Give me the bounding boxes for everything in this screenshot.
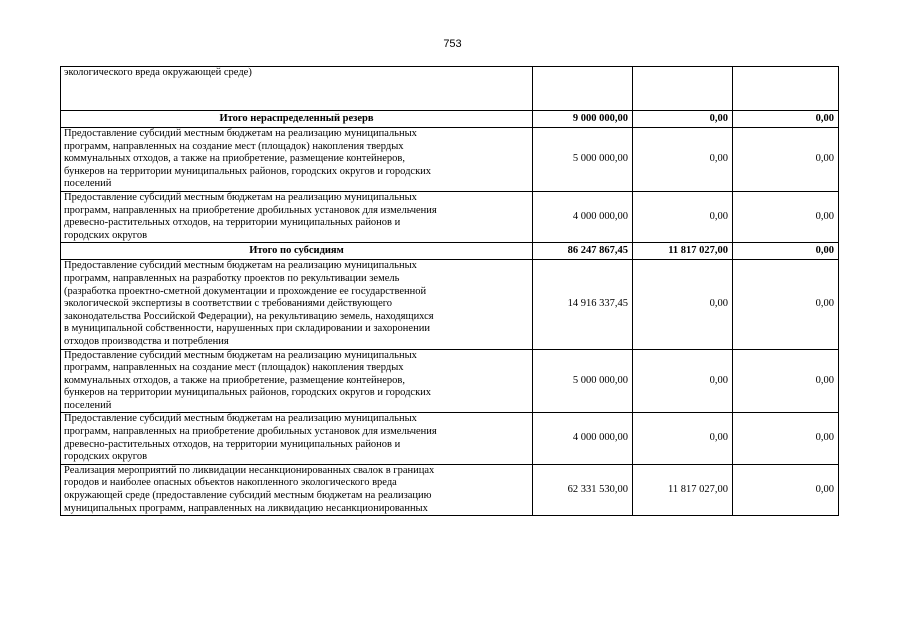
row-value-2 bbox=[633, 67, 733, 111]
row-value-1: 62 331 530,00 bbox=[533, 464, 633, 515]
row-description: Предоставление субсидий местным бюджетам на реализацию муниципальных программ, направленных на создание мест (площадок) накопления твердых коммунальных отходов, а также на приобретение, размещение контейнеров, бункеров на территории муниципальных районов, городских округов и городских поселений bbox=[61, 349, 533, 413]
table-row bbox=[61, 464, 839, 515]
row-value-1: 4 000 000,00 bbox=[533, 413, 633, 464]
table-row bbox=[61, 191, 839, 242]
row-value-2: 0,00 bbox=[633, 349, 733, 413]
total-label: Итого нераспределенный резерв bbox=[61, 111, 533, 128]
row-value-3: 0,00 bbox=[733, 128, 839, 192]
row-value-3: 0,00 bbox=[733, 413, 839, 464]
table-row bbox=[61, 413, 839, 464]
row-value-2: 0,00 bbox=[633, 128, 733, 192]
row-description: Предоставление субсидий местным бюджетам на реализацию муниципальных программ, направленных на приобретение дробильных установок для измельчения древесно-растительных отходов, на территории муниципальных районов и городских округов bbox=[61, 413, 533, 464]
row-description: экологического вреда окружающей среде) bbox=[61, 67, 533, 111]
row-description: Реализация мероприятий по ликвидации несанкционированных свалок в границах городов и наиболее опасных объектов накопленного экологического вреда окружающей среде (предоставление субсидий местным бюджетам на реализацию муниципальных программ, направленных на ликвидацию несанкционированных bbox=[61, 464, 533, 515]
row-value-3: 0,00 bbox=[733, 260, 839, 349]
row-value-1: 4 000 000,00 bbox=[533, 191, 633, 242]
table-row bbox=[61, 128, 839, 192]
total-row bbox=[61, 243, 839, 260]
row-value-3 bbox=[733, 67, 839, 111]
row-description: Предоставление субсидий местным бюджетам на реализацию муниципальных программ, направленных на создание мест (площадок) накопления твердых коммунальных отходов, а также на приобретение, размещение контейнеров, бункеров на территории муниципальных районов, городских округов и городских поселений bbox=[61, 128, 533, 192]
total-row bbox=[61, 111, 839, 128]
table-row bbox=[61, 67, 839, 111]
row-value-2: 0,00 bbox=[633, 413, 733, 464]
row-value-1: 5 000 000,00 bbox=[533, 128, 633, 192]
total-value-2: 11 817 027,00 bbox=[633, 243, 733, 260]
budget-table bbox=[60, 66, 839, 516]
row-value-3: 0,00 bbox=[733, 464, 839, 515]
row-value-1: 14 916 337,45 bbox=[533, 260, 633, 349]
table-row bbox=[61, 260, 839, 349]
total-value-2: 0,00 bbox=[633, 111, 733, 128]
row-value-2: 0,00 bbox=[633, 191, 733, 242]
row-description: Предоставление субсидий местным бюджетам на реализацию муниципальных программ, направленных на приобретение дробильных установок для измельчения древесно-растительных отходов, на территории муниципальных районов и городских округов bbox=[61, 191, 533, 242]
row-value-3: 0,00 bbox=[733, 349, 839, 413]
row-value-1 bbox=[533, 67, 633, 111]
total-label: Итого по субсидиям bbox=[61, 243, 533, 260]
row-description: Предоставление субсидий местным бюджетам на реализацию муниципальных программ, направленных на разработку проектов по рекультивации земель (разработка проектно-сметной документации и прохождение ее государственной экологической экспертизы в соответствии с требованиями действующего законодательства Российской Федерации), на рекультивацию земель, находящихся в муниципальной собственности, нарушенных при складировании и захоронении отходов производства и потребления bbox=[61, 260, 533, 349]
page-number: 753 bbox=[443, 38, 462, 50]
total-value-1: 9 000 000,00 bbox=[533, 111, 633, 128]
total-value-3: 0,00 bbox=[733, 111, 839, 128]
row-value-3: 0,00 bbox=[733, 191, 839, 242]
total-value-3: 0,00 bbox=[733, 243, 839, 260]
row-value-1: 5 000 000,00 bbox=[533, 349, 633, 413]
table-row bbox=[61, 349, 839, 413]
total-value-1: 86 247 867,45 bbox=[533, 243, 633, 260]
row-value-2: 0,00 bbox=[633, 260, 733, 349]
row-value-2: 11 817 027,00 bbox=[633, 464, 733, 515]
